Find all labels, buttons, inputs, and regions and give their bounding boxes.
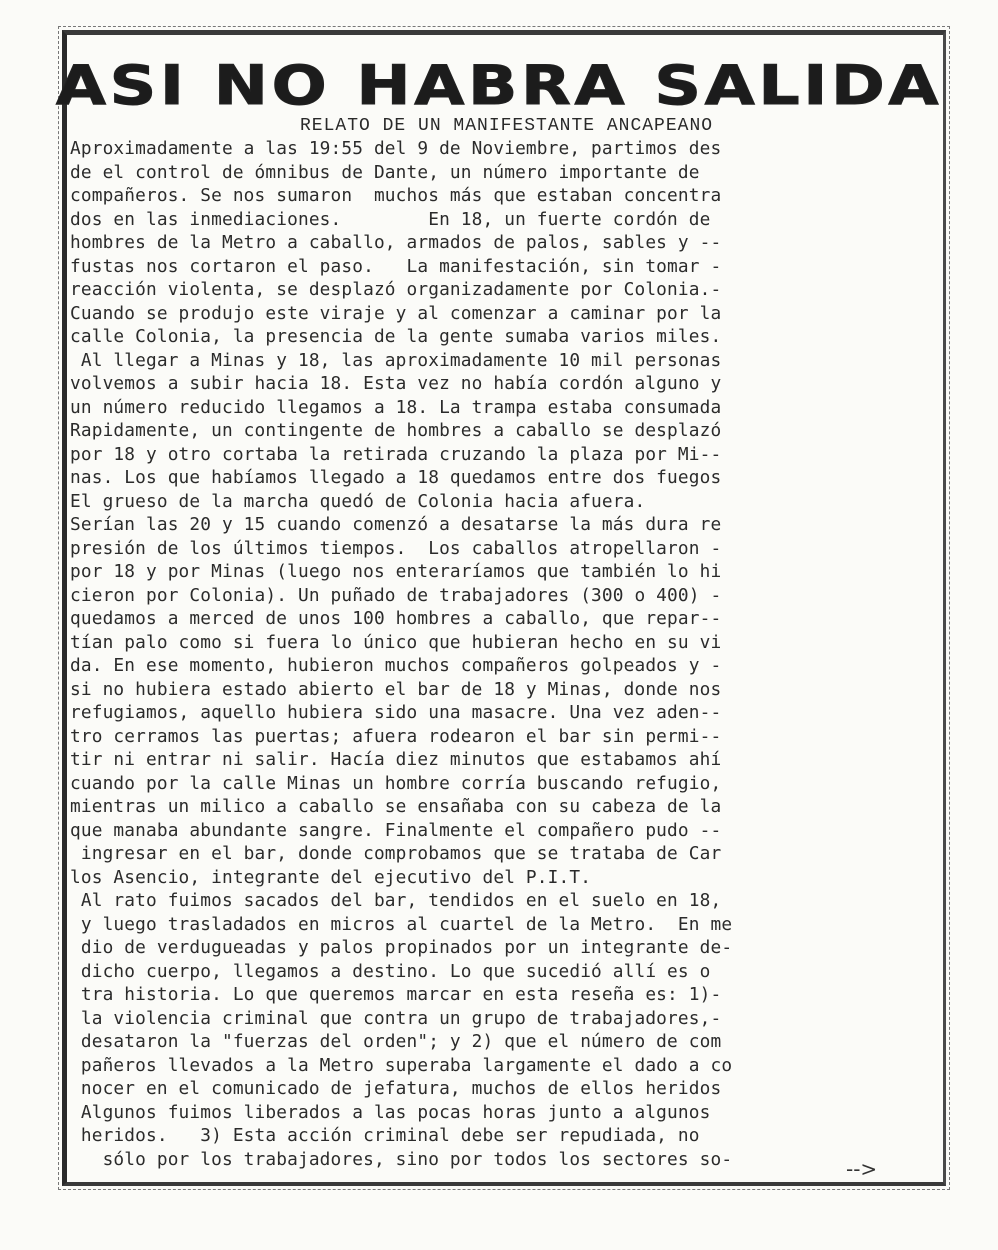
text-line: mientras un milico a caballo se ensañaba con su cabeza de la <box>70 796 722 817</box>
text-line: la violencia criminal que contra un grupo de trabajadores,- <box>70 1007 722 1029</box>
text-line: fustas nos cortaron el paso. La manifestación, sin tomar - <box>70 255 722 277</box>
text-line: por 18 y otro cortaba la retirada cruzando la plaza por Mi-- <box>70 443 722 465</box>
text-line: hombres de la Metro a caballo, armados de palos, sables y -- <box>70 232 722 253</box>
text-line: y luego trasladados en micros al cuartel de la Metro. En me <box>70 913 733 935</box>
text-line: Rapidamente, un contingente de hombres a caballo se desplazó <box>70 420 722 441</box>
text-line: cieron por Colonia). Un puñado de trabajadores (300 o 400) - <box>70 584 722 606</box>
text-line: Algunos fuimos liberados a las pocas horas junto a algunos <box>70 1101 711 1123</box>
text-line: ingresar en el bar, donde comprobamos que se trataba de Car <box>70 843 722 864</box>
text-line: calle Colonia, la presencia de la gente sumaba varios miles. <box>70 326 722 347</box>
text-line: los Asencio, integrante del ejecutivo del P.I.T. <box>70 866 592 888</box>
subtitle: RELATO DE UN MANIFESTANTE ANCAPEANO <box>300 116 714 136</box>
text-line: pañeros llevados a la Metro superaba largamente el dado a co <box>70 1054 733 1076</box>
text-line: refugiamos, aquello hubiera sido una masacre. Una vez aden-- <box>70 702 722 723</box>
text-line: dos en las inmediaciones. En 18, un fuerte cordón de <box>70 208 711 230</box>
text-line: por 18 y por Minas (luego nos enteraríamos que también lo hi <box>70 561 722 582</box>
text-line: Aproximadamente a las 19:55 del 9 de Noviembre, partimos des <box>70 138 722 159</box>
text-line: quedamos a merced de unos 100 hombres a caballo, que repar-- <box>70 608 722 629</box>
text-line: sólo por los trabajadores, sino por todos los sectores so- <box>70 1148 733 1170</box>
text-line: dio de verdugueadas y palos propinados por un integrante de- <box>70 937 733 958</box>
text-line: Al llegar a Minas y 18, las aproximadamente 10 mil personas <box>70 349 722 371</box>
text-line: compañeros. Se nos sumaron muchos más que estaban concentra <box>70 185 722 206</box>
headline: ASI NO HABRA SALIDA <box>55 54 943 117</box>
text-line: un número reducido llegamos a 18. La trampa estaba consumada <box>70 396 722 418</box>
text-line: tían palo como si fuera lo único que hubieran hecho en su vi <box>70 631 722 653</box>
text-line: que manaba abundante sangre. Finalmente el compañero pudo -- <box>70 819 722 841</box>
continue-arrow-icon: --> <box>846 1157 878 1181</box>
text-line: Al rato fuimos sacados del bar, tendidos en el suelo en 18, <box>70 890 722 911</box>
text-line: presión de los últimos tiempos. Los caballos atropellaron - <box>70 537 722 559</box>
text-line: volvemos a subir hacia 18. Esta vez no había cordón alguno y <box>70 373 722 394</box>
text-line: El grueso de la marcha quedó de Colonia hacia afuera. <box>70 490 646 512</box>
text-line: cuando por la calle Minas un hombre corría buscando refugio, <box>70 772 722 794</box>
text-line: de el control de ómnibus de Dante, un número importante de <box>70 161 700 183</box>
text-line: tir ni entrar ni salir. Hacía diez minutos que estabamos ahí <box>70 749 722 770</box>
text-line: nocer en el comunicado de jefatura, muchos de ellos heridos <box>70 1078 722 1099</box>
text-line: da. En ese momento, hubieron muchos compañeros golpeados y - <box>70 655 722 676</box>
text-line: desataron la "fuerzas del orden"; y 2) que el número de com <box>70 1031 722 1052</box>
article-body <box>70 137 942 1171</box>
text-line: tro cerramos las puertas; afuera rodearon el bar sin permi-- <box>70 725 722 747</box>
text-line: Serían las 20 y 15 cuando comenzó a desatarse la más dura re <box>70 514 722 535</box>
text-line: Cuando se produjo este viraje y al comenzar a caminar por la <box>70 302 722 324</box>
text-line: heridos. 3) Esta acción criminal debe ser repudiada, no <box>70 1125 700 1146</box>
text-line: nas. Los que habíamos llegado a 18 quedamos entre dos fuegos <box>70 467 722 488</box>
text-line: tra historia. Lo que queremos marcar en esta reseña es: 1)- <box>70 984 722 1005</box>
text-line: reacción violenta, se desplazó organizadamente por Colonia.- <box>70 279 722 300</box>
text-line: si no hubiera estado abierto el bar de 18 y Minas, donde nos <box>70 678 722 700</box>
text-line: dicho cuerpo, llegamos a destino. Lo que sucedió allí es o <box>70 960 711 982</box>
